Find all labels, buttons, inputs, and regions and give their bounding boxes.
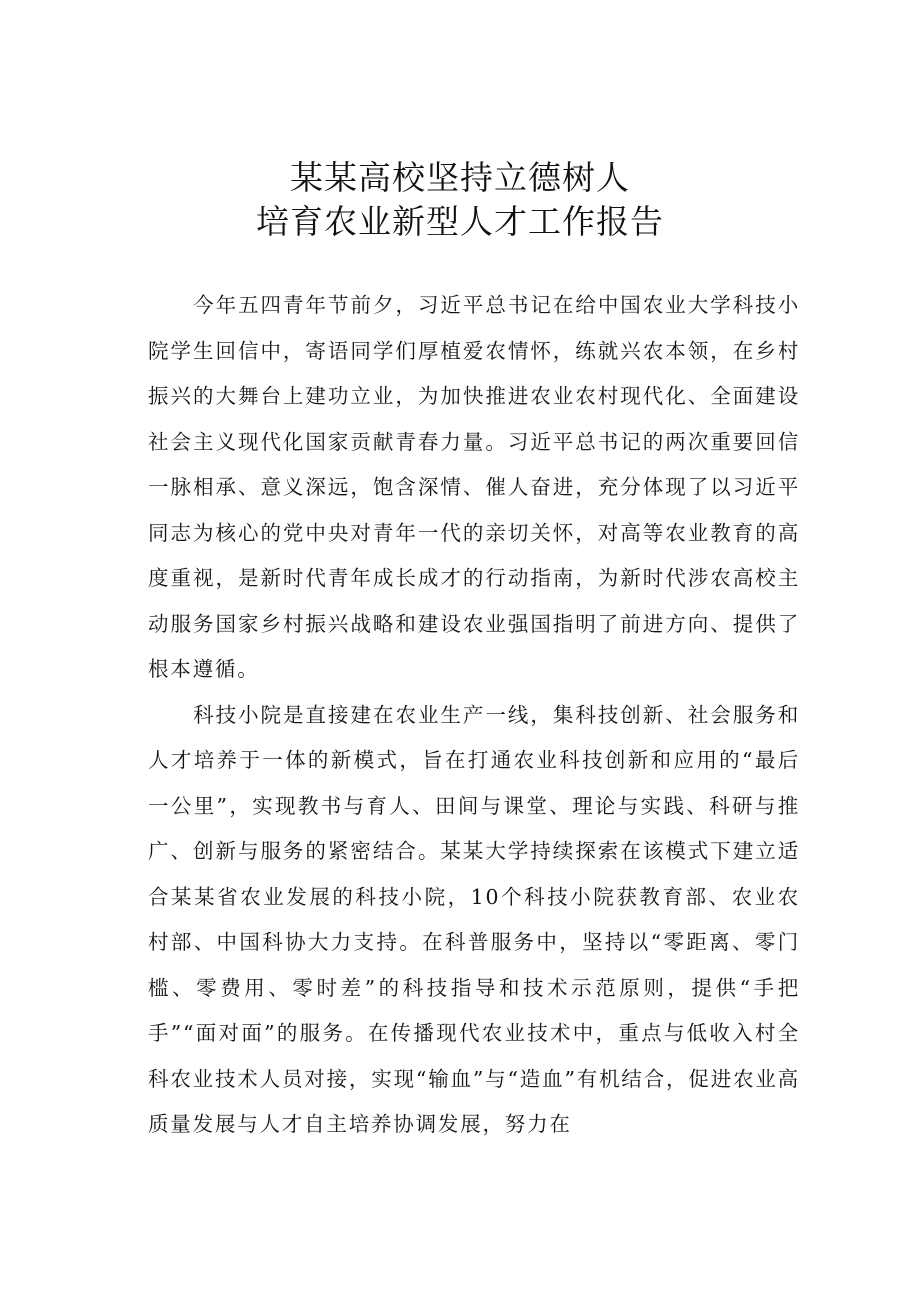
body-paragraph-1: 今年五四青年节前夕，习近平总书记在给中国农业大学科技小院学生回信中，寄语同学们厚植爱农情怀，练就兴农本领，在乡村振兴的大舞台上建功立业，为加快推进农业农村现代化、全面建设社会主义现代化国家贡献青春力量。习近平总书记的两次重要回信一脉相承、意义深远，饱含深情、催人奋进，充分体现了以习近平同志为核心的党中央对青年一代的亲切关怀，对高等农业教育的高度重视，是新时代青年成长成才的行动指南，为新时代涉农高校主动服务国家乡村振兴战略和建设农业强国指明了前进方向、提供了根本遵循。 — [148, 293, 800, 681]
document-title-line-1: 某某高校坚持立德树人 — [290, 158, 630, 197]
document-title-line-2: 培育农业新型人才工作报告 — [256, 202, 664, 241]
body-paragraph-2: 科技小院是直接建在农业生产一线，集科技创新、社会服务和人才培养于一体的新模式，旨在打通农业科技创新和应用的“最后一公里”，实现教书与育人、田间与课堂、理论与实践、科研与推广、创新与服务的紧密结合。某某大学持续探索在该模式下建立适合某某省农业发展的科技小院，10个科技小院获教育部、农业农村部、中国科协大力支持。在科普服务中，坚持以“零距离、零门槛、零费用、零时差”的科技指导和技术示范原则，提供“手把手”“面对面”的服务。在传播现代农业技术中，重点与低收入村全科农业技术人员对接，实现“输血”与“造血”有机结合，促进农业高质量发展与人才自主培养协调发展，努力在 — [148, 702, 800, 1136]
document-body — [148, 283, 800, 1148]
